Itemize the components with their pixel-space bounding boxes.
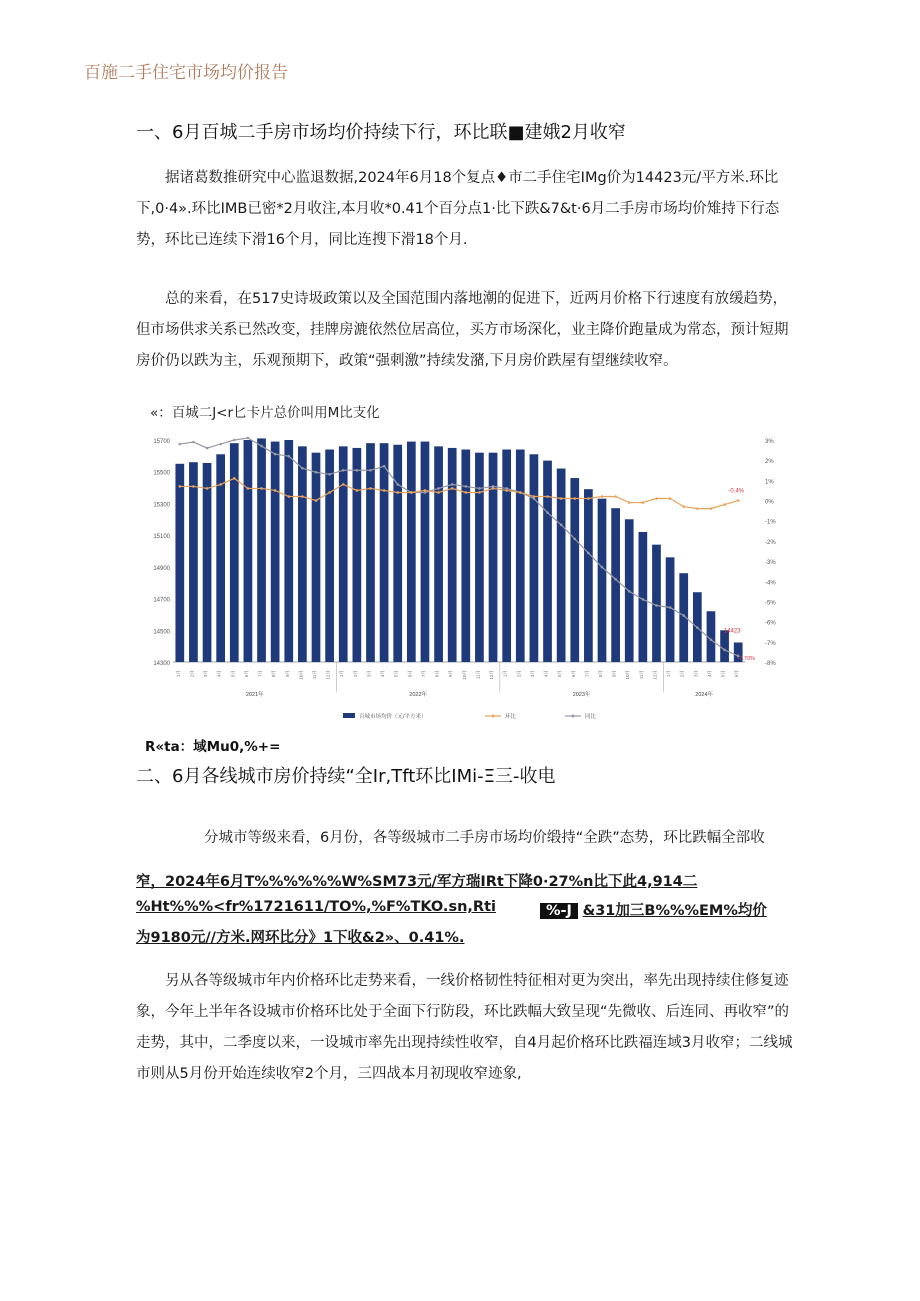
series-point xyxy=(219,483,222,486)
series-point xyxy=(301,467,304,470)
section2-line-2: 窄，2024年6月T%%%%%%W%SM73元/军方瑞IRt下降0·27%n比下此4,914二 xyxy=(136,874,698,890)
series-point xyxy=(274,489,277,492)
series-point xyxy=(451,487,454,490)
right-tick-label: 0% xyxy=(765,499,774,506)
section2-paragraph-2: 另从各等级城市年内价格环比走势来看，一线价格韧性特征相对更为突出，率先出现持续住修复迹象，今年上半年各设城市价格环比处于全面下行防段，环比跌幅大致呈现“先微收、后连同、再收窄”的走势，其中，二季度以来，一设城市率先出现持续性收窄，自4月起价格环比跌福连域3月收窄；二线城市则从5月份开始连续收窄2个月，三四战本月初现收窄迹象, xyxy=(136,973,793,1082)
series-point xyxy=(465,491,468,494)
series-point xyxy=(601,566,604,569)
left-tick-label: 15300 xyxy=(153,502,170,509)
series-point xyxy=(301,495,304,498)
year-group-label: 2022年 xyxy=(409,692,428,698)
series-point xyxy=(369,487,372,490)
x-tick-label: 6月 xyxy=(407,670,413,678)
x-tick-label: 9月 xyxy=(448,670,454,678)
right-tick-label: -6% xyxy=(765,620,776,627)
price-bar xyxy=(434,446,443,662)
section2-heading: 二、6月各线城市房价持续“全Ir,Tft环比IMi-Ξ三-收电 xyxy=(136,766,556,787)
price-bar xyxy=(325,450,334,662)
price-bar xyxy=(543,461,552,662)
price-bar xyxy=(352,448,361,662)
series-point xyxy=(383,489,386,492)
series-point xyxy=(655,604,658,607)
series-point xyxy=(465,485,468,488)
series-point xyxy=(587,552,590,555)
x-tick-label: 10月 xyxy=(625,670,631,680)
series-point xyxy=(437,487,440,490)
legend-swatch-point xyxy=(492,715,495,718)
series-point xyxy=(233,477,236,480)
price-bar xyxy=(584,489,593,662)
series-point xyxy=(260,445,263,448)
x-tick-label: 12月 xyxy=(489,670,495,680)
price-bar xyxy=(393,445,402,662)
section1-paragraph-2: 总的来看，在517史诗圾政策以及全国范围内落地潮的促进下，近两月价格下行速度有放缓趋势，但市场供求关系已然改变，挂牌房漉依然位居高位，买方市场深化，业主降价跑量成为常态，预计短期房价仍以跌为主，乐观预期下，政策“强刺激”持续发潴,下月房价跌屋有望继续收窄。 xyxy=(136,291,789,369)
series-point xyxy=(478,487,481,490)
price-bar xyxy=(475,453,484,662)
x-tick-label: 1月 xyxy=(339,670,345,678)
left-tick-label: 15500 xyxy=(153,470,170,477)
series-point xyxy=(315,499,318,502)
x-tick-label: 1月 xyxy=(666,670,672,678)
x-tick-label: 1月 xyxy=(502,670,508,678)
year-group-label: 2024年 xyxy=(695,692,714,698)
series-point xyxy=(424,489,427,492)
price-bar xyxy=(611,508,620,662)
series-point xyxy=(356,489,359,492)
x-tick-label: 3月 xyxy=(529,670,535,678)
section2-line-1: 分城市等级来看，6月份，各等级城市二手房市场均价缎持“全跌”态势，环比跌幅全部收 xyxy=(204,830,765,846)
price-bar xyxy=(257,438,266,662)
right-tick-label: -5% xyxy=(765,600,776,607)
x-tick-label: 8月 xyxy=(598,670,603,678)
section2-line-3b-wrap xyxy=(540,899,767,920)
series-point xyxy=(546,495,549,498)
price-bar xyxy=(720,630,729,662)
series-point xyxy=(573,497,576,500)
series-point xyxy=(723,503,726,506)
price-bar xyxy=(244,440,253,662)
series-point xyxy=(587,497,590,500)
price-bar xyxy=(448,448,457,662)
x-tick-label: 3月 xyxy=(203,670,209,678)
series-point xyxy=(546,511,549,514)
series-point xyxy=(410,491,413,494)
chart-source: R«ta：域Mu0,%+= xyxy=(145,739,281,755)
x-tick-label: 10月 xyxy=(461,670,467,680)
price-bar xyxy=(230,443,239,662)
series-point xyxy=(342,469,345,472)
year-group-label: 2021年 xyxy=(245,692,264,698)
series-point xyxy=(315,471,318,474)
series-point xyxy=(628,590,631,593)
x-tick-label: 10月 xyxy=(298,670,304,680)
annotation-yoy: -7.70% xyxy=(737,655,755,662)
series-point xyxy=(642,598,645,601)
series-point xyxy=(247,437,250,440)
left-tick-label: 15100 xyxy=(153,534,170,541)
series-point xyxy=(492,487,495,490)
series-point xyxy=(560,497,563,500)
series-point xyxy=(451,483,454,486)
x-tick-label: 5月 xyxy=(393,670,399,678)
series-point xyxy=(206,487,209,490)
series-point xyxy=(628,501,631,504)
legend-swatch-point xyxy=(572,715,575,718)
price-bar xyxy=(502,450,511,662)
price-bar xyxy=(203,463,212,662)
legend-label: 百城市场均价（元/平方米） xyxy=(359,714,427,720)
x-tick-label: 6月 xyxy=(570,670,576,678)
price-bar xyxy=(271,442,280,662)
x-tick-label: 7月 xyxy=(420,670,426,678)
section2-line-3b: &31加三B%%%EM%均价 xyxy=(582,903,767,919)
section1-paragraph-1: 据诸葛数推研究中心监退数据,2024年6月18个复点♦市二手住宅IMg价为14423元/平方米.环比下,0·4».环比IMB已密*2月收注,本月收*0.41个百分点1·比下跌&7&t·6月二手房市场均价雉持下行态势，环比已连续下滑16个月，同比连搜下滑18个月. xyxy=(136,170,780,248)
series-point xyxy=(682,614,685,617)
series-point xyxy=(396,491,399,494)
series-point xyxy=(601,495,604,498)
x-tick-label: 9月 xyxy=(284,670,290,678)
series-point xyxy=(519,491,522,494)
series-point xyxy=(328,473,331,476)
x-tick-label: 11月 xyxy=(475,670,481,680)
series-point xyxy=(396,483,399,486)
legend-label: 环比 xyxy=(505,714,517,720)
series-point xyxy=(669,606,672,609)
series-point xyxy=(369,469,372,472)
x-tick-label: 6月 xyxy=(734,670,740,678)
price-bar xyxy=(652,545,661,662)
x-tick-label: 6月 xyxy=(243,670,249,678)
left-tick-label: 15700 xyxy=(153,439,170,445)
chart-caption: «：百城二J<r匕卡片总价叫用M比支化 xyxy=(150,405,380,421)
annotation-price: 14423 xyxy=(723,628,741,635)
x-tick-label: 12月 xyxy=(652,670,658,680)
price-bar xyxy=(530,454,539,662)
section2-line-3a: %Ht%%%<fr%1721611/TO%,%F%TKO.sn,Rti xyxy=(136,899,496,915)
price-bar xyxy=(598,499,607,662)
x-tick-label: 4月 xyxy=(216,670,222,678)
x-tick-label: 5月 xyxy=(557,670,563,678)
series-point xyxy=(478,491,481,494)
series-point xyxy=(642,501,645,504)
series-point xyxy=(287,455,290,458)
series-point xyxy=(260,487,263,490)
right-tick-label: -8% xyxy=(765,661,776,667)
left-tick-label: 14900 xyxy=(153,565,170,572)
series-point xyxy=(710,639,713,642)
price-chart xyxy=(145,432,785,724)
x-tick-label: 3月 xyxy=(366,670,372,678)
x-tick-label: 1月 xyxy=(175,670,181,678)
price-bar xyxy=(189,462,198,662)
right-tick-label: -2% xyxy=(765,539,776,546)
series-point xyxy=(247,487,250,490)
series-point xyxy=(383,465,386,468)
x-tick-label: 2月 xyxy=(679,670,685,678)
series-point xyxy=(533,495,536,498)
price-bar xyxy=(339,446,348,662)
x-tick-label: 9月 xyxy=(611,670,617,678)
series-point xyxy=(328,491,331,494)
series-point xyxy=(573,538,576,541)
x-tick-label: 2月 xyxy=(189,670,195,678)
x-tick-label: 12月 xyxy=(325,670,331,680)
year-group-label: 2023年 xyxy=(572,692,591,698)
series-point xyxy=(723,649,726,652)
right-tick-label: -3% xyxy=(765,560,776,567)
series-point xyxy=(614,578,617,581)
price-bar xyxy=(516,450,525,662)
price-bar xyxy=(380,443,389,662)
series-point xyxy=(179,443,182,446)
series-point xyxy=(356,469,359,472)
price-bar xyxy=(298,446,307,662)
right-tick-label: 1% xyxy=(765,479,774,486)
series-point xyxy=(206,447,209,450)
price-bar xyxy=(407,442,416,662)
left-tick-label: 14500 xyxy=(153,629,170,636)
series-point xyxy=(655,497,658,500)
x-tick-label: 2月 xyxy=(352,670,358,678)
series-point xyxy=(437,491,440,494)
series-point xyxy=(669,497,672,500)
price-bar xyxy=(461,450,470,662)
series-point xyxy=(192,485,195,488)
series-point xyxy=(560,523,563,526)
right-tick-label: -7% xyxy=(765,640,776,647)
series-point xyxy=(342,483,345,486)
right-tick-label: -4% xyxy=(765,580,776,587)
series-point xyxy=(710,507,713,510)
section2-line-4: 为9180元//方米.网环比分》1下收&2»、0.41%. xyxy=(136,930,465,946)
series-point xyxy=(287,495,290,498)
series-point xyxy=(274,453,277,456)
series-point xyxy=(696,626,699,629)
price-bar xyxy=(421,442,430,662)
x-tick-label: 7月 xyxy=(584,670,590,678)
x-tick-label: 2月 xyxy=(516,670,522,678)
redacted-box: %-J xyxy=(540,903,578,919)
series-point xyxy=(682,505,685,508)
right-tick-label: 3% xyxy=(765,439,774,445)
price-bar xyxy=(366,443,375,662)
price-bar xyxy=(284,440,293,662)
section1-heading: 一、6月百城二手房市场均价持续下行，环比联■建娥2月收窄 xyxy=(136,122,626,143)
price-bar xyxy=(175,464,184,662)
price-bar xyxy=(312,453,321,662)
series-point xyxy=(179,485,182,488)
x-tick-label: 4月 xyxy=(543,670,549,678)
x-tick-label: 8月 xyxy=(434,670,440,678)
annotation-mom: -0.4% xyxy=(728,488,745,495)
left-tick-label: 14300 xyxy=(153,661,170,667)
x-tick-label: 3月 xyxy=(693,670,699,678)
right-tick-label: -1% xyxy=(765,519,776,526)
x-tick-label: 4月 xyxy=(706,670,712,678)
report-header: 百施二手住宅市场均价报告 xyxy=(84,63,288,83)
series-point xyxy=(192,441,195,444)
x-tick-label: 8月 xyxy=(271,670,277,678)
left-tick-label: 14700 xyxy=(153,597,170,604)
series-point xyxy=(219,443,222,446)
price-bar xyxy=(489,453,498,662)
x-tick-label: 11月 xyxy=(312,670,317,680)
series-point xyxy=(505,489,508,492)
series-point xyxy=(233,439,236,442)
series-point xyxy=(696,507,699,510)
x-tick-label: 5月 xyxy=(720,670,726,678)
legend-swatch-bar xyxy=(343,713,355,718)
price-bar xyxy=(570,478,579,662)
x-tick-label: 7月 xyxy=(257,670,263,678)
x-tick-label: 5月 xyxy=(230,670,236,678)
series-point xyxy=(737,499,740,502)
series-point xyxy=(614,495,617,498)
x-tick-label: 11月 xyxy=(638,670,644,680)
legend-label: 同比 xyxy=(585,714,597,720)
x-tick-label: 4月 xyxy=(380,670,386,678)
right-tick-label: 2% xyxy=(765,459,774,466)
